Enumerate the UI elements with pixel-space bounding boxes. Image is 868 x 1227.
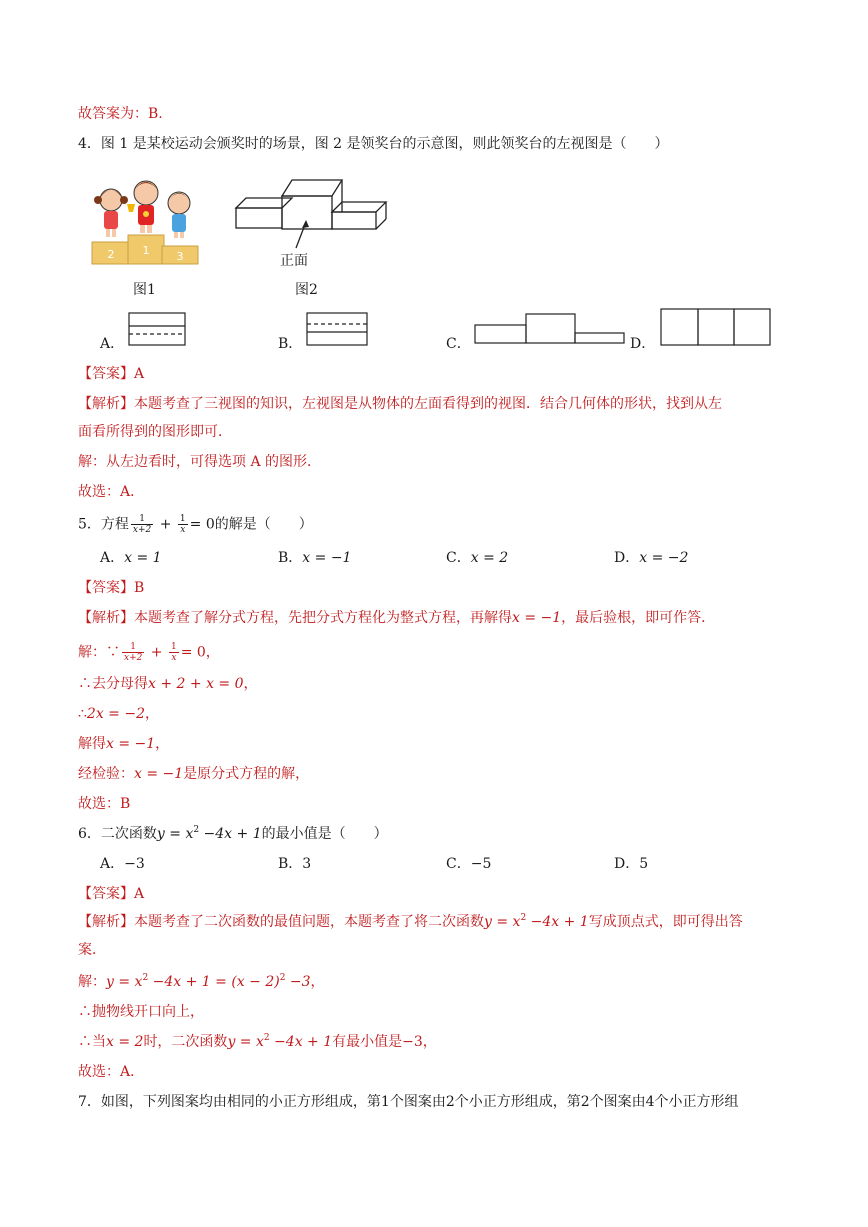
q4-option-c-figure (474, 312, 628, 346)
q6-solution-step-2: ∴抛物线开口向上， (78, 1004, 204, 1020)
q6-solution-step-3: ∴当x = 2时，二次函数$y = x^2 -4x + 1$有最小值是−3， (78, 1033, 437, 1050)
q5-stem: 5．方程 $\frac{1}{x+2}$ + $\frac{1}{x}$ = 0的解是（ ） (78, 514, 313, 535)
q4-stem: 4．图 1 是某校运动会颁奖时的场景，图 2 是领奖台的示意图，则此领奖台的左视图是（ ） (78, 136, 669, 152)
q5-option-b: B．x = −1 (278, 550, 352, 566)
q5-option-a: A．x = 1 (100, 550, 162, 566)
front-label: 正面 (280, 253, 308, 269)
q7-stem: 7．如图，下列图案均由相同的小正方形组成，第1个图案由2个小正方形组成，第2个图案由4个小正方形组 (78, 1094, 739, 1110)
kid-right (168, 192, 190, 238)
q4-answer: 【答案】A (78, 366, 145, 382)
q6-analysis-line-2: 案． (78, 942, 106, 958)
q5-analysis: 【解析】本题考查了解分式方程，先把分式方程化为整式方程，再解得x = −1，最后验根，即可作答． (78, 610, 716, 626)
q5-solution-step-6: 故选：B (78, 796, 131, 812)
fraction-1-over-x-plus-2: $\frac{1}{x+2}$ (132, 514, 152, 535)
q5-stem-prefix: 5．方程 (78, 516, 129, 533)
fraction-1-over-x: $\frac{1}{x}$ (170, 642, 177, 663)
fraction-1-over-x-plus-2: $\frac{1}{x+2}$ (124, 642, 143, 663)
q4-analysis-line-2: 面看所得到的图形即可． (78, 424, 232, 440)
q4-option-a-label: A． (100, 336, 125, 352)
q6-stem: 6．二次函数$y = x^2 -4x + 1$的最小值是（ ） (78, 825, 388, 842)
q6-solution-step-4: 故选：A． (78, 1064, 145, 1080)
q6-function: $y = x^2 -4x + 1$ (156, 825, 262, 842)
q5-answer: 【答案】B (78, 580, 145, 596)
prev-answer: 故答案为：B. (78, 106, 163, 122)
q4-option-b-figure (306, 312, 370, 348)
q6-option-d: D．5 (614, 856, 649, 872)
q6-option-c: C．−5 (446, 856, 492, 872)
q4-analysis-tag: 【解析】 (78, 396, 134, 412)
q4-option-d-label: D． (630, 336, 656, 352)
q6-option-b: B．3 (278, 856, 312, 872)
figure-1-caption: 图1 (133, 282, 156, 298)
q5-solution-step-1: 解：∵ $\frac{1}{x+2}$ + $\frac{1}{x}$ = 0， (78, 642, 220, 663)
figure-2-caption: 图2 (295, 282, 318, 298)
q4-analysis-line-1: 本题考查了三视图的知识，左视图是从物体的左面看得到的视图．结合几何体的形状，找到从左 (134, 396, 722, 412)
q5-solution-step-3: ∴2x = −2， (78, 706, 159, 722)
q6-option-a: A．−3 (100, 856, 145, 872)
q6-analysis-line-1: 【解析】本题考查了二次函数的最值问题，本题考查了将二次函数$y = x^2 -4x + 1$写成顶点式，即可得出答 (78, 913, 743, 930)
q4-option-b-label: B． (278, 336, 303, 352)
q4-option-c-label: C． (446, 336, 471, 352)
q5-stem-eq-tail: = 0 (189, 516, 215, 533)
q6-answer: 【答案】A (78, 886, 145, 902)
kid-left (94, 189, 128, 237)
q5-option-c: C．x = 2 (446, 550, 509, 566)
q4-option-d-figure (660, 308, 774, 348)
podium-number-3: 3 (176, 250, 184, 263)
fraction-1-over-x: $\frac{1}{x}$ (179, 514, 186, 535)
figure-1-podium-scene (90, 178, 202, 266)
q5-solution-step-4: 解得x = −1， (78, 736, 170, 752)
q5-solution-step-5: 经检验：x = −1是原分式方程的解， (78, 766, 310, 782)
q4-solution-line-1: 解：从左边看时，可得选项 A 的图形． (78, 454, 322, 470)
q4-option-a-figure (128, 312, 188, 348)
podium-number-1: 1 (142, 244, 150, 257)
kid-center (127, 181, 158, 233)
q5-stem-suffix: 的解是（ ） (214, 516, 313, 533)
q6-solution-step-1: 解：$y = x^2 -4x + 1 = (x - 2)^2 -3$， (78, 973, 325, 990)
q5-option-d: D．x = −2 (614, 550, 689, 566)
podium-number-2: 2 (107, 248, 115, 261)
q5-solution-step-2: ∴去分母得x + 2 + x = 0， (78, 676, 258, 692)
q4-solution-line-2: 故选：A． (78, 484, 145, 500)
figure-2-podium-diagram (230, 176, 395, 254)
